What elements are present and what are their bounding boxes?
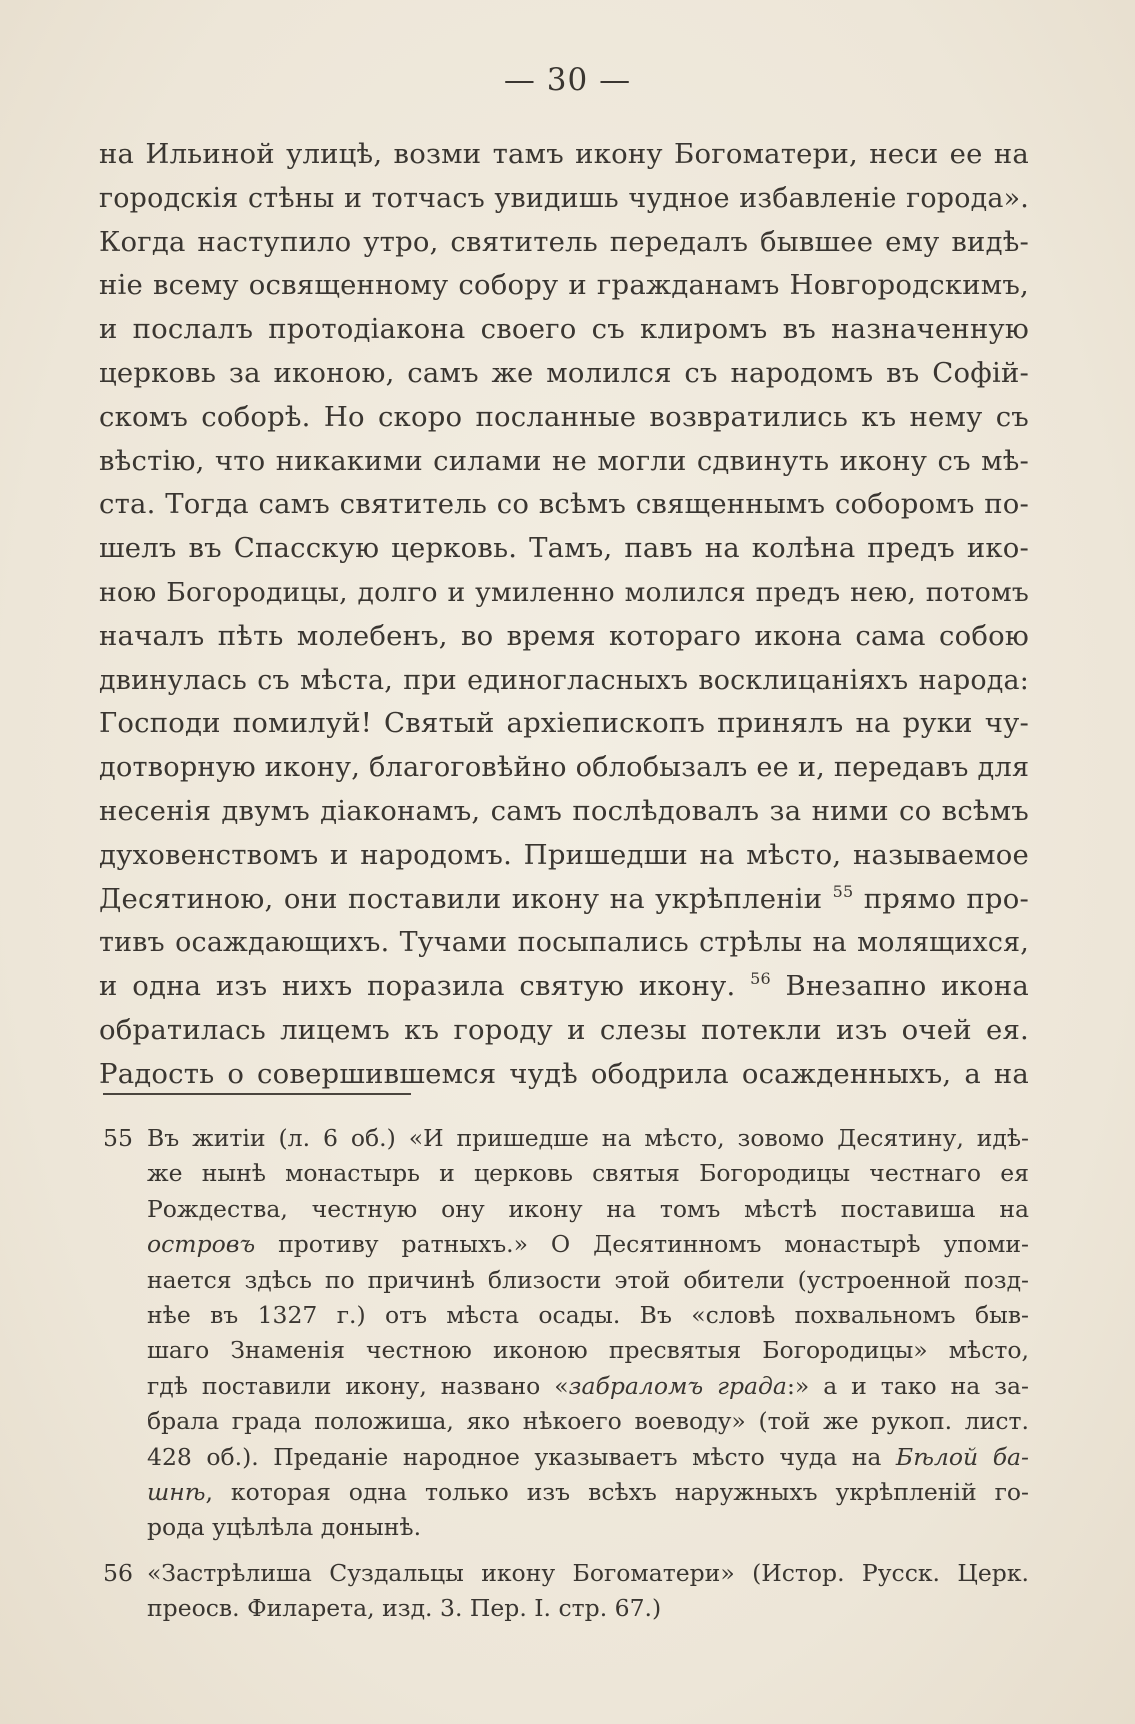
italic-segment: шнѣ [147, 1477, 206, 1506]
text-line [99, 878, 1029, 922]
text-segment: , которая одна только изъ всѣхъ наружныхъ укрѣпленій го- [205, 1477, 1029, 1506]
footnote-number: 56 [103, 1558, 133, 1587]
footnote-55-line: рода уцѣлѣла донынѣ. [147, 1513, 422, 1542]
footnote-55-line [103, 1369, 1029, 1404]
text-line: ною Богородицы, долго и умиленно молился предъ нею, потомъ [99, 576, 1029, 608]
footnote-55-line: брала града положиша, яко нѣкоего воеводу» (той же рукоп. лист. [147, 1407, 1029, 1436]
italic-segment: забраломъ града [568, 1371, 787, 1400]
italic-segment: Бѣлой ба- [895, 1442, 1029, 1471]
text-line: вѣстію, что никакими силами не могли сдвинуть икону съ мѣ- [99, 444, 1029, 477]
text-line: шелъ въ Спасскую церковь. Тамъ, павъ на колѣна предъ ико- [99, 532, 1029, 565]
footnote-55-line [103, 1440, 1029, 1475]
footnote-55-line [103, 1121, 1029, 1156]
text-line: тивъ осаждающихъ. Тучами посыпались стрѣлы на молящихся, [99, 927, 1029, 959]
main-text [99, 133, 1029, 1097]
text-line: началъ пѣть молебенъ, во время котораго икона сама собою [99, 619, 1029, 652]
text-line [99, 965, 1029, 1009]
text-line: ніе всему освященному собору и гражданамъ Новгородскимъ, [99, 269, 1029, 302]
footnote-55-line: Рождества, честную ону икону на томъ мѣстѣ поставиша на [147, 1194, 1029, 1223]
footnote-55-line: же нынѣ монастырь и церковь святыя Богородицы честнаго ея [147, 1159, 1029, 1188]
text-segment: «Застрѣлиша Суздальцы икону Богоматери» (Истор. Русск. Церк. [147, 1558, 1029, 1587]
text-line: духовенствомъ и народомъ. Пришедши на мѣсто, называемое [99, 838, 1029, 871]
footnote-55-line: нается здѣсь по причинѣ близости этой обители (устроенной позд- [147, 1265, 1029, 1294]
text-segment: Внезапно икона [785, 970, 1029, 1003]
text-segment: и одна изъ нихъ поразила святую икону. [99, 970, 736, 1003]
text-line: обратилась лицемъ къ городу и слезы потекли изъ очей ея. [99, 1013, 1029, 1046]
text-segment: противу ратныхъ.» О Десятинномъ монастырѣ упоми- [278, 1230, 1029, 1259]
footnote-56-line: преосв. Филарета, изд. 3. Пер. I. стр. 67.) [147, 1594, 662, 1623]
footnote-number: 55 [103, 1124, 133, 1152]
text-line: Господи помилуй! Святый архіепископъ принялъ на руки чу- [99, 707, 1029, 740]
footnote-55-line [103, 1227, 1029, 1262]
text-segment: :» а и тако на за- [786, 1371, 1029, 1400]
text-line: двинулась съ мѣста, при единогласныхъ восклицаніяхъ народа: [99, 664, 1029, 696]
footnote-divider [103, 1093, 411, 1095]
text-line: дотворную икону, благоговѣйно облобызалъ ее и, передавъ для [99, 752, 1030, 784]
text-line: Когда наступило утро, святитель передалъ бывшее ему видѣ- [99, 225, 1029, 258]
text-line: церковь за иконою, самъ же молился съ народомъ въ Софій- [99, 356, 1029, 389]
page-number: — 30 — [503, 62, 632, 98]
text-segment: Десятиною, они поставили икону на укрѣпленіи [99, 882, 823, 915]
footnotes [103, 1121, 1029, 1626]
text-segment: прямо про- [863, 882, 1029, 915]
text-segment: 428 об.). Преданіе народное указываетъ мѣсто чуда на [147, 1442, 882, 1471]
footnote-56-line [103, 1556, 1029, 1591]
footnote-gap [103, 1546, 1029, 1556]
italic-segment: островъ [147, 1230, 256, 1259]
text-line: Радость о совершившемся чудѣ ободрила осажденныхъ, а на [99, 1057, 1029, 1090]
footnote-55-line [103, 1475, 1029, 1510]
text-line: скомъ соборѣ. Но скоро посланные возвратились къ нему съ [99, 400, 1029, 433]
text-line: на Ильиной улицѣ, возми тамъ икону Богоматери, неси ее на [99, 138, 1029, 170]
text-line: ста. Тогда самъ святитель со всѣмъ священнымъ соборомъ по- [99, 488, 1029, 521]
footnote-55-line: шаго Знаменія честною иконою пресвятыя Богородицы» мѣсто, [147, 1336, 1029, 1365]
text-line: и послалъ протодіакона своего съ клиромъ въ назначенную [99, 313, 1029, 346]
text-segment: Въ житіи (л. 6 об.) «И пришедше на мѣсто, зовомо Десятину, идѣ- [147, 1124, 1029, 1152]
text-line: городскія стѣны и тотчасъ увидишь чудное избавленіе города». [99, 182, 1029, 214]
footnote-ref-55[interactable]: 55 [832, 881, 854, 901]
text-line: несенія двумъ діаконамъ, самъ послѣдовалъ за ними со всѣмъ [99, 794, 1029, 827]
text-segment: гдѣ поставили икону, названо « [147, 1371, 569, 1400]
footnote-55-line: нѣе въ 1327 г.) отъ мѣста осады. Въ «словѣ похвальномъ быв- [147, 1300, 1029, 1329]
footnote-ref-56[interactable]: 56 [750, 969, 771, 989]
